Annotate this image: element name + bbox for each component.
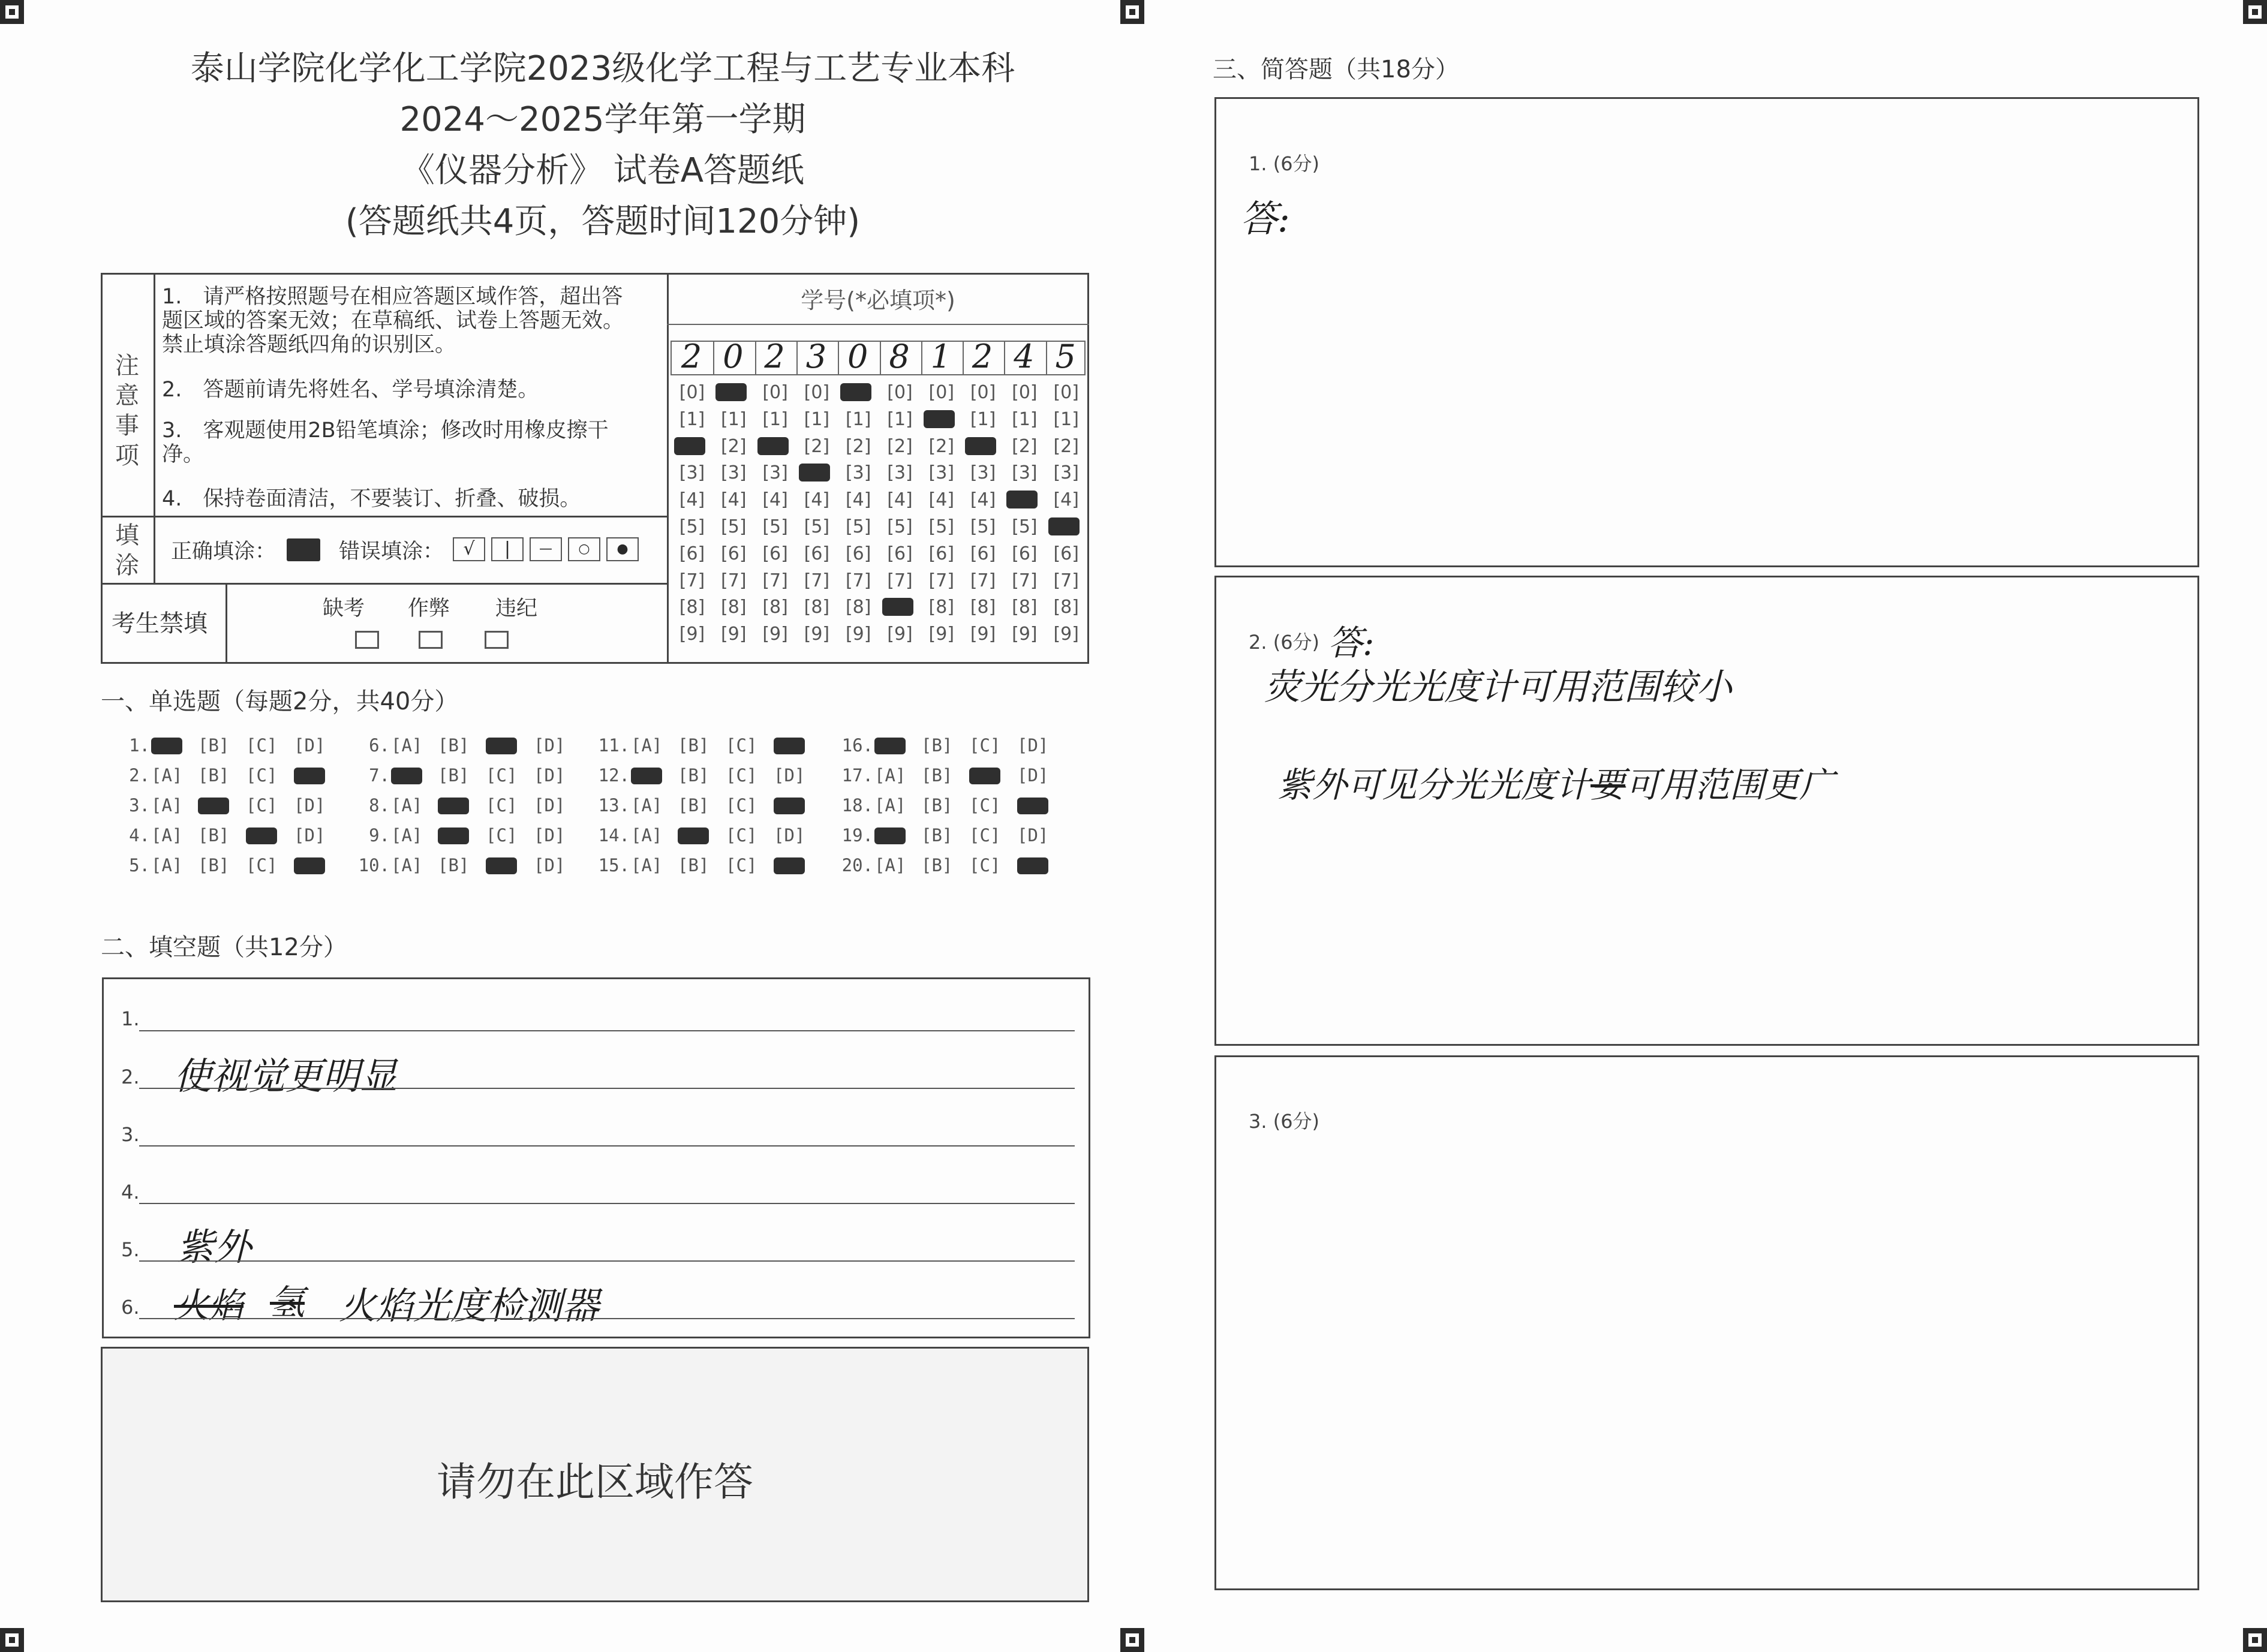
single-choice-q3-num: 3. <box>129 795 150 816</box>
student-id-bubble[interactable]: [9] <box>970 624 996 645</box>
fill-blank-5-num: 5. <box>121 1238 140 1261</box>
single-choice-q11-option-B[interactable]: [B] <box>678 735 709 756</box>
student-id-bubble[interactable]: [0] <box>887 382 913 403</box>
student-id-bubble[interactable]: [2] <box>928 435 955 457</box>
single-choice-q1-option-A-filled[interactable] <box>151 738 182 754</box>
short-answer-2-label: 2. (6分) <box>1249 631 1320 654</box>
single-choice-q7-option-A-filled[interactable] <box>391 768 422 784</box>
student-id-bubble[interactable]: [4] <box>1053 489 1079 511</box>
single-choice-q18-option-D-filled[interactable] <box>1017 798 1048 814</box>
student-id-bubble[interactable]: [6] <box>970 543 996 564</box>
single-choice-q16-option-D[interactable]: [D] <box>1017 735 1049 756</box>
single-choice-q19-option-D[interactable]: [D] <box>1017 825 1049 845</box>
student-id-bubble[interactable]: [0] <box>928 382 955 403</box>
single-choice-q20-option-C[interactable]: [C] <box>969 855 1001 875</box>
single-choice-q1-option-D[interactable]: [D] <box>294 735 326 756</box>
student-id-bubble[interactable]: [6] <box>804 543 830 564</box>
single-choice-q7-option-D[interactable]: [D] <box>534 765 566 786</box>
wrong-mark-circle: ○ <box>568 537 600 561</box>
single-choice-q9-option-D[interactable]: [D] <box>534 825 566 845</box>
short-answer-title: 三、简答题（共18分） <box>1213 56 1459 83</box>
single-choice-q3-option-B-filled[interactable] <box>198 798 229 814</box>
student-id-bubble[interactable]: [3] <box>721 462 747 484</box>
short-answer-1-box[interactable] <box>1214 97 2199 567</box>
student-id-bubble[interactable]: [6] <box>762 543 788 564</box>
absent-checkbox[interactable] <box>355 631 379 649</box>
student-id-bubble[interactable]: [5] <box>1012 516 1038 537</box>
student-id-bubble-filled[interactable] <box>965 437 996 455</box>
notes-label: 注意事项 <box>115 352 139 470</box>
single-choice-q19-option-A-filled[interactable] <box>874 827 906 844</box>
student-id-bubble[interactable]: [6] <box>845 543 871 564</box>
student-id-bubble[interactable]: [8] <box>1053 597 1079 618</box>
single-choice-q18-option-A[interactable]: [A] <box>874 795 906 816</box>
student-id-bubble[interactable]: [7] <box>721 570 747 591</box>
corner-marker-bottom-right <box>2243 1628 2267 1652</box>
single-choice-q3-option-A[interactable]: [A] <box>151 795 183 816</box>
single-choice-q9-option-A[interactable]: [A] <box>391 825 423 845</box>
student-id-bubble[interactable]: [7] <box>970 570 996 591</box>
fill-blank-6-struck-text: 火焰 <box>174 1285 244 1326</box>
student-id-bubble[interactable]: [1] <box>721 408 747 430</box>
short-answer-2-prefix: 答: <box>1328 622 1375 663</box>
short-answer-1-label: 1. (6分) <box>1249 152 1320 175</box>
fill-label: 填涂 <box>115 522 139 579</box>
student-id-bubble-filled[interactable] <box>799 464 830 482</box>
correct-fill-sample <box>287 538 320 561</box>
student-id-bubble[interactable]: [8] <box>845 597 871 618</box>
fill-blank-6-answer: 火焰光度检测器 <box>339 1284 600 1328</box>
student-id-bubble[interactable]: [1] <box>970 408 996 430</box>
fill-blank-6-struck-text-2: 氢 <box>270 1282 305 1323</box>
single-choice-q8-option-C[interactable]: [C] <box>486 795 518 816</box>
single-choice-q10-option-C-filled[interactable] <box>486 857 517 874</box>
student-id-bubble[interactable]: [9] <box>804 624 830 645</box>
student-id-bubble[interactable]: [5] <box>679 516 705 537</box>
short-answer-3-box[interactable] <box>1214 1055 2199 1590</box>
single-choice-q6-num: 6. <box>369 735 390 756</box>
corner-marker-top-center <box>1120 0 1144 24</box>
student-id-bubble[interactable]: [7] <box>845 570 871 591</box>
single-choice-title: 一、单选题（每题2分，共40分） <box>101 688 459 715</box>
single-choice-q14-option-A[interactable]: [A] <box>631 825 663 845</box>
single-choice-q2-option-B[interactable]: [B] <box>198 765 230 786</box>
student-id-bubble[interactable]: [6] <box>721 543 747 564</box>
single-choice-q5-num: 5. <box>129 855 150 875</box>
student-id-bubble[interactable]: [8] <box>762 597 788 618</box>
student-id-digit-6: 8 <box>889 338 910 375</box>
student-id-bubble[interactable]: [8] <box>679 597 705 618</box>
student-id-bubble[interactable]: [7] <box>1053 570 1079 591</box>
student-id-bubble[interactable]: [5] <box>845 516 871 537</box>
student-id-bubble[interactable]: [2] <box>1012 435 1038 457</box>
single-choice-q4-num: 4. <box>129 825 150 845</box>
wrong-fill-label: 错误填涂： <box>339 540 444 564</box>
student-id-bubble[interactable]: [1] <box>1012 408 1038 430</box>
single-choice-q5-option-C[interactable]: [C] <box>246 855 278 875</box>
student-id-digit-4: 3 <box>805 338 827 375</box>
absent-label: 缺考 <box>323 597 365 621</box>
short-answer-2-line1: 荧光分光光度计可用范围较小 <box>1264 666 1732 708</box>
prohibited-label: 考生禁填 <box>112 610 208 637</box>
student-id-bubble[interactable]: [9] <box>928 624 955 645</box>
single-choice-q11-num: 11. <box>598 735 630 756</box>
single-choice-q13-option-B[interactable]: [B] <box>678 795 709 816</box>
student-id-bubble[interactable]: [8] <box>928 597 955 618</box>
student-id-digit-10: 5 <box>1055 338 1076 375</box>
student-id-bubble[interactable]: [3] <box>887 462 913 484</box>
student-id-bubble[interactable]: [3] <box>928 462 955 484</box>
student-id-bubble[interactable]: [7] <box>1012 570 1038 591</box>
short-answer-2-line2 <box>1277 757 1834 807</box>
student-id-bubble-filled[interactable] <box>1048 517 1080 535</box>
student-id-bubble[interactable]: [0] <box>804 382 830 403</box>
student-id-bubble[interactable]: [5] <box>970 516 996 537</box>
student-id-bubble[interactable]: [3] <box>762 462 788 484</box>
student-id-bubble[interactable]: [2] <box>887 435 913 457</box>
single-choice-q11-option-A[interactable]: [A] <box>631 735 663 756</box>
student-id-bubble-filled[interactable] <box>757 437 789 455</box>
fill-blank-2-answer: 使视觉更明显 <box>174 1054 398 1098</box>
student-id-digit-8: 2 <box>972 338 993 375</box>
student-id-bubble[interactable]: [1] <box>762 408 788 430</box>
student-id-bubble[interactable]: [8] <box>804 597 830 618</box>
corner-marker-bottom-center <box>1120 1628 1144 1652</box>
student-id-bubble[interactable]: [6] <box>1053 543 1079 564</box>
short-answer-1-answer: 答: <box>1240 197 1290 240</box>
student-id-bubble-filled[interactable] <box>1006 491 1038 508</box>
wrong-mark-dash: — <box>530 537 562 561</box>
cheating-label: 作弊 <box>408 597 450 621</box>
student-id-bubble[interactable]: [1] <box>1053 408 1079 430</box>
single-choice-q8-option-A[interactable]: [A] <box>391 795 423 816</box>
single-choice-q17-option-D[interactable]: [D] <box>1017 765 1049 786</box>
single-choice-q17-option-B[interactable]: [B] <box>921 765 953 786</box>
single-choice-q20-num: 20. <box>841 855 873 875</box>
single-choice-q3-option-C[interactable]: [C] <box>246 795 278 816</box>
single-choice-q15-option-C[interactable]: [C] <box>726 855 757 875</box>
single-choice-q3-option-D[interactable]: [D] <box>294 795 326 816</box>
student-id-bubble-filled[interactable] <box>924 410 955 428</box>
single-choice-q7-num: 7. <box>369 765 390 786</box>
single-choice-q14-option-C[interactable]: [C] <box>726 825 757 845</box>
single-choice-q20-option-D-filled[interactable] <box>1017 857 1048 874</box>
single-choice-q4-option-D[interactable]: [D] <box>294 825 326 845</box>
student-id-bubble-filled[interactable] <box>715 383 747 401</box>
student-id-bubble[interactable]: [3] <box>1053 462 1079 484</box>
student-id-bubble[interactable]: [0] <box>679 382 705 403</box>
student-id-bubble[interactable]: [4] <box>970 489 996 511</box>
single-choice-q9-option-B-filled[interactable] <box>438 827 469 844</box>
single-choice-q16-option-B[interactable]: [B] <box>921 735 953 756</box>
student-id-bubble[interactable]: [6] <box>928 543 955 564</box>
violation-checkbox[interactable] <box>485 631 509 649</box>
student-id-bubble-filled[interactable] <box>674 437 705 455</box>
student-id-bubble[interactable]: [7] <box>679 570 705 591</box>
student-id-bubble[interactable]: [7] <box>887 570 913 591</box>
single-choice-q8-option-D[interactable]: [D] <box>534 795 566 816</box>
correct-fill-label: 正确填涂： <box>171 540 276 564</box>
student-id-bubble[interactable]: [7] <box>762 570 788 591</box>
fill-blank-3-line[interactable] <box>139 1145 1075 1147</box>
single-choice-q7-option-B[interactable]: [B] <box>438 765 470 786</box>
student-id-bubble[interactable]: [6] <box>679 543 705 564</box>
single-choice-q14-option-B-filled[interactable] <box>678 827 709 844</box>
fill-blank-title: 二、填空题（共12分） <box>101 934 347 961</box>
single-choice-q5-option-D-filled[interactable] <box>294 857 325 874</box>
single-choice-q4-option-B[interactable]: [B] <box>198 825 230 845</box>
single-choice-q5-option-B[interactable]: [B] <box>198 855 230 875</box>
single-choice-q6-option-D[interactable]: [D] <box>534 735 566 756</box>
single-choice-q13-option-D-filled[interactable] <box>774 798 805 814</box>
single-choice-q19-option-C[interactable]: [C] <box>969 825 1001 845</box>
single-choice-q12-num: 12. <box>598 765 630 786</box>
fill-blank-6-line[interactable] <box>139 1318 1075 1319</box>
student-id-bubble[interactable]: [9] <box>721 624 747 645</box>
student-id-bubble[interactable]: [3] <box>679 462 705 484</box>
student-id-bubble[interactable]: [9] <box>887 624 913 645</box>
single-choice-q12-option-A-filled[interactable] <box>631 768 662 784</box>
student-id-bubble[interactable]: [7] <box>804 570 830 591</box>
student-id-bubble[interactable]: [2] <box>804 435 830 457</box>
student-id-bubble[interactable]: [0] <box>762 382 788 403</box>
single-choice-q6-option-B[interactable]: [B] <box>438 735 470 756</box>
single-choice-q13-option-C[interactable]: [C] <box>726 795 757 816</box>
single-choice-q17-option-A[interactable]: [A] <box>874 765 906 786</box>
exam-title-line2: 2024～2025学年第一学期 <box>399 100 806 139</box>
single-choice-q12-option-C[interactable]: [C] <box>726 765 757 786</box>
fill-blank-5-answer: 紫外 <box>177 1225 252 1269</box>
fill-blank-3-num: 3. <box>121 1123 140 1146</box>
fill-blank-2-line[interactable] <box>139 1088 1075 1089</box>
single-choice-q2-num: 2. <box>129 765 150 786</box>
single-choice-q14-option-D[interactable]: [D] <box>774 825 805 845</box>
single-choice-q6-option-C-filled[interactable] <box>486 738 517 754</box>
wrong-mark-dot: ● <box>606 537 639 561</box>
student-id-bubble[interactable]: [9] <box>1053 624 1079 645</box>
student-id-bubble[interactable]: [0] <box>1053 382 1079 403</box>
fill-blank-5-line[interactable] <box>139 1260 1075 1262</box>
single-choice-q8-option-B-filled[interactable] <box>438 798 469 814</box>
single-choice-q2-option-D-filled[interactable] <box>294 768 325 784</box>
student-id-bubble[interactable]: [4] <box>804 489 830 511</box>
single-choice-q8-num: 8. <box>369 795 390 816</box>
single-choice-q4-option-C-filled[interactable] <box>246 827 277 844</box>
student-id-bubble[interactable]: [5] <box>887 516 913 537</box>
corner-marker-top-right <box>2243 0 2267 24</box>
note-1: 1. 请严格按照题号在相应答题区域作答，超出答题区域的答案无效；在草稿纸、试卷上答题无效。禁止填涂答题纸四角的识别区。 <box>162 285 624 357</box>
student-id-bubble-filled[interactable] <box>882 598 913 616</box>
exam-title-line3: 《仪器分析》 试卷A答题纸 <box>401 151 805 190</box>
student-id-bubble[interactable]: [3] <box>970 462 996 484</box>
single-choice-q1-option-C[interactable]: [C] <box>246 735 278 756</box>
student-id-bubble[interactable]: [8] <box>721 597 747 618</box>
single-choice-q10-num: 10. <box>358 855 390 875</box>
single-choice-q16-option-C[interactable]: [C] <box>969 735 1001 756</box>
student-id-bubble[interactable]: [2] <box>845 435 871 457</box>
student-id-digit-9: 4 <box>1014 338 1035 375</box>
single-choice-q15-num: 15. <box>598 855 630 875</box>
short-answer-2-line2-struck: 要 <box>1590 765 1626 805</box>
student-id-digit-1: 2 <box>681 338 702 375</box>
single-choice-q1-option-B[interactable]: [B] <box>198 735 230 756</box>
student-id-bubble[interactable]: [0] <box>1012 382 1038 403</box>
student-id-bubble[interactable]: [2] <box>1053 435 1079 457</box>
wrong-mark-bar: | <box>491 537 524 561</box>
student-id-bubble[interactable]: [2] <box>721 435 747 457</box>
violation-label: 违纪 <box>495 597 538 621</box>
single-choice-q13-num: 13. <box>598 795 630 816</box>
student-id-bubble[interactable]: [6] <box>1012 543 1038 564</box>
note-2: 2. 答题前请先将姓名、学号填涂清楚。 <box>162 378 539 402</box>
student-id-bubble[interactable]: [1] <box>804 408 830 430</box>
single-choice-q20-option-B[interactable]: [B] <box>921 855 953 875</box>
student-id-bubble[interactable]: [4] <box>887 489 913 511</box>
student-id-bubble[interactable]: [5] <box>928 516 955 537</box>
short-answer-2-line2-part1: 紫外可见分光光度计 <box>1277 765 1591 805</box>
corner-marker-top-left <box>0 0 24 24</box>
single-choice-q18-num: 18. <box>841 795 873 816</box>
fill-blank-1-num: 1. <box>121 1007 140 1030</box>
note-4: 4. 保持卷面清洁，不要装订、折叠、破损。 <box>162 487 581 511</box>
student-id-bubble[interactable]: [9] <box>762 624 788 645</box>
exam-title-line4: (答题纸共4页，答题时间120分钟) <box>345 202 861 241</box>
student-id-bubble[interactable]: [8] <box>1012 597 1038 618</box>
corner-marker-bottom-left <box>0 1628 24 1652</box>
single-choice-q13-option-A[interactable]: [A] <box>631 795 663 816</box>
short-answer-3-label: 3. (6分) <box>1249 1110 1320 1133</box>
fill-blank-1-line[interactable] <box>139 1030 1075 1031</box>
note-3: 3. 客观题使用2B铅笔填涂；修改时用橡皮擦干净。 <box>162 419 609 467</box>
single-choice-q15-option-D-filled[interactable] <box>774 857 805 874</box>
student-id-bubble[interactable]: [9] <box>845 624 871 645</box>
fill-blank-6-num: 6. <box>121 1296 140 1319</box>
no-answer-area-label: 请勿在此区域作答 <box>437 1459 753 1505</box>
student-id-bubble[interactable]: [9] <box>679 624 705 645</box>
single-choice-q20-option-A[interactable]: [A] <box>874 855 906 875</box>
student-id-bubble[interactable]: [5] <box>762 516 788 537</box>
single-choice-q4-option-A[interactable]: [A] <box>151 825 183 845</box>
single-choice-q12-option-B[interactable]: [B] <box>678 765 709 786</box>
student-id-bubble[interactable]: [1] <box>845 408 871 430</box>
single-choice-q10-option-A[interactable]: [A] <box>391 855 423 875</box>
student-id-bubble[interactable]: [8] <box>970 597 996 618</box>
student-id-bubble[interactable]: [4] <box>762 489 788 511</box>
single-choice-q18-option-C[interactable]: [C] <box>969 795 1001 816</box>
student-id-bubble-filled[interactable] <box>840 383 871 401</box>
student-id-bubble[interactable]: [3] <box>845 462 871 484</box>
single-choice-q9-num: 9. <box>369 825 390 845</box>
single-choice-q10-option-D[interactable]: [D] <box>534 855 566 875</box>
student-id-bubble[interactable]: [6] <box>887 543 913 564</box>
wrong-mark-check: √ <box>453 537 485 561</box>
student-id-bubble[interactable]: [4] <box>679 489 705 511</box>
student-id-digit-2: 0 <box>723 338 744 375</box>
student-id-bubble[interactable]: [5] <box>804 516 830 537</box>
single-choice-q19-num: 19. <box>841 825 873 845</box>
single-choice-q7-option-C[interactable]: [C] <box>486 765 518 786</box>
fill-blank-2-num: 2. <box>121 1066 140 1088</box>
single-choice-q17-num: 17. <box>841 765 873 786</box>
exam-title-line1: 泰山学院化学化工学院2023级化学工程与工艺专业本科 <box>190 49 1015 88</box>
single-choice-q2-option-A[interactable]: [A] <box>151 765 183 786</box>
single-choice-q19-option-B[interactable]: [B] <box>921 825 953 845</box>
student-id-bubble[interactable]: [4] <box>721 489 747 511</box>
student-id-bubble[interactable]: [3] <box>1012 462 1038 484</box>
student-id-digit-3: 2 <box>764 338 785 375</box>
wrong-fill-samples <box>453 537 651 564</box>
student-id-digit-5: 0 <box>847 338 868 375</box>
student-id-bubble[interactable]: [9] <box>1012 624 1038 645</box>
single-choice-q5-option-A[interactable]: [A] <box>151 855 183 875</box>
single-choice-q12-option-D[interactable]: [D] <box>774 765 805 786</box>
single-choice-q6-option-A[interactable]: [A] <box>391 735 423 756</box>
single-choice-q15-option-B[interactable]: [B] <box>678 855 709 875</box>
student-id-bubble[interactable]: [7] <box>928 570 955 591</box>
single-choice-q2-option-C[interactable]: [C] <box>246 765 278 786</box>
single-choice-q1-num: 1. <box>129 735 150 756</box>
student-id-bubble[interactable]: [5] <box>721 516 747 537</box>
short-answer-2-line2-part2: 可用范围更广 <box>1625 765 1835 805</box>
single-choice-q9-option-C[interactable]: [C] <box>486 825 518 845</box>
single-choice-q18-option-B[interactable]: [B] <box>921 795 953 816</box>
student-id-bubble[interactable]: [4] <box>845 489 871 511</box>
student-id-bubble[interactable]: [1] <box>887 408 913 430</box>
student-id-label: 学号(*必填项*) <box>801 287 955 314</box>
student-id-digit-7: 1 <box>930 338 951 375</box>
single-choice-q16-option-A-filled[interactable] <box>874 738 906 754</box>
student-id-bubble[interactable]: [1] <box>679 408 705 430</box>
student-id-bubble[interactable]: [0] <box>970 382 996 403</box>
single-choice-q14-num: 14. <box>598 825 630 845</box>
single-choice-q11-option-D-filled[interactable] <box>774 738 805 754</box>
fill-blank-4-line[interactable] <box>139 1203 1075 1204</box>
single-choice-q11-option-C[interactable]: [C] <box>726 735 757 756</box>
single-choice-q16-num: 16. <box>841 735 873 756</box>
single-choice-q10-option-B[interactable]: [B] <box>438 855 470 875</box>
student-id-bubble[interactable]: [4] <box>928 489 955 511</box>
single-choice-q17-option-C-filled[interactable] <box>969 768 1000 784</box>
cheating-checkbox[interactable] <box>419 631 443 649</box>
single-choice-q15-option-A[interactable]: [A] <box>631 855 663 875</box>
fill-blank-4-num: 4. <box>121 1181 140 1203</box>
